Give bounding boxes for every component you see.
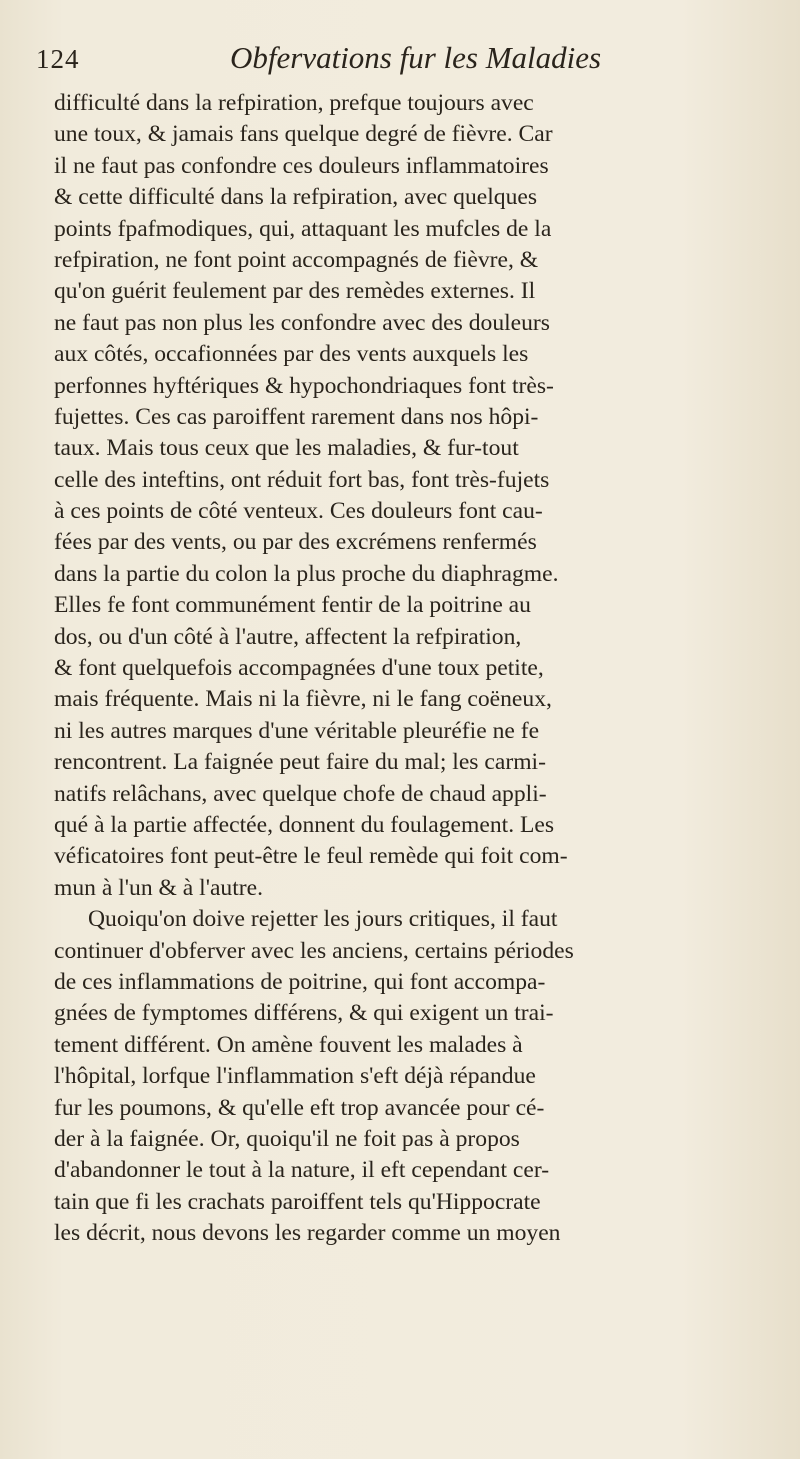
text-line: fujettes. Ces cas paroiffent rarement dans nos hôpi- [54, 403, 539, 430]
text-line: à ces points de côté venteux. Ces douleurs font cau- [54, 498, 543, 525]
text-line: points fpafmodiques, qui, attaquant les mufcles de la [54, 215, 552, 242]
text-line: continuer d'obferver avec les anciens, certains périodes [54, 937, 574, 964]
text-line: perfonnes hyftériques & hypochondriaques font très- [54, 372, 554, 399]
text-line: fur les poumons, & qu'elle eft trop avancée pour cé- [54, 1094, 545, 1121]
text-line: qué à la partie affectée, donnent du foulagement. Les [54, 811, 555, 838]
text-line: tement différent. On amène fouvent les malades à [54, 1031, 523, 1058]
text-line: aux côtés, occafionnées par des vents auxquels les [54, 341, 529, 368]
text-line: l'hôpital, lorfque l'inflammation s'eft déjà répandue [54, 1063, 536, 1090]
text-line: tain que fi les crachats paroiffent tels qu'Hippocrate [54, 1188, 541, 1215]
text-line: véficatoires font peut-être le feul remède qui foit com- [54, 843, 568, 870]
text-line: dans la partie du colon la plus proche du diaphragme. [54, 560, 559, 587]
text-line: ni les autres marques d'une véritable pleuréfie ne fe [54, 717, 540, 744]
text-line: ne faut pas non plus les confondre avec des douleurs [54, 309, 550, 336]
text-line: mun à l'un & à l'autre. [54, 874, 263, 901]
text-line: celle des inteftins, ont réduit fort bas, font très-fujets [54, 466, 550, 493]
text-line: refpiration, ne font point accompagnés de fièvre, & [54, 246, 539, 273]
running-title: Obfervations fur les Maladies [230, 40, 602, 75]
text-line: de ces inflammations de poitrine, qui font accompa- [54, 968, 546, 995]
text-line: d'abandonner le tout à la nature, il eft cependant cer- [54, 1157, 550, 1184]
page-header [36, 40, 776, 80]
text-line: difficulté dans la refpiration, prefque toujours avec [54, 90, 534, 116]
text-line: dos, ou d'un côté à l'autre, affectent la refpiration, [54, 623, 522, 650]
page-number: 124 [36, 44, 80, 74]
text-line: gnées de fymptomes différens, & qui exigent un trai- [54, 1000, 554, 1027]
text-line: fées par des vents, ou par des excrémens renfermés [54, 529, 537, 556]
text-line: rencontrent. La faignée peut faire du mal; les carmi- [54, 749, 546, 776]
text-line: les décrit, nous devons les regarder comme un moyen [54, 1220, 561, 1247]
body-text [54, 88, 784, 1249]
text-line: qu'on guérit feulement par des remèdes externes. Il [54, 278, 536, 305]
text-line: une toux, & jamais fans quelque degré de fièvre. Car [54, 121, 553, 148]
text-line: & font quelquefois accompagnées d'une toux petite, [54, 655, 544, 682]
text-line: der à la faignée. Or, quoiqu'il ne foit pas à propos [54, 1125, 520, 1152]
text-line: mais fréquente. Mais ni la fièvre, ni le fang coëneux, [54, 686, 552, 713]
text-line: il ne faut pas confondre ces douleurs inflammatoires [54, 152, 549, 179]
paragraph-start-line: Quoiqu'on doive rejetter les jours critiques, il faut [88, 906, 558, 933]
text-line: taux. Mais tous ceux que les maladies, & fur-tout [54, 435, 519, 462]
text-line: Elles fe font communément fentir de la poitrine au [54, 592, 531, 619]
text-line: & cette difficulté dans la refpiration, avec quelques [54, 184, 538, 211]
text-line: natifs relâchans, avec quelque chofe de chaud appli- [54, 780, 547, 807]
